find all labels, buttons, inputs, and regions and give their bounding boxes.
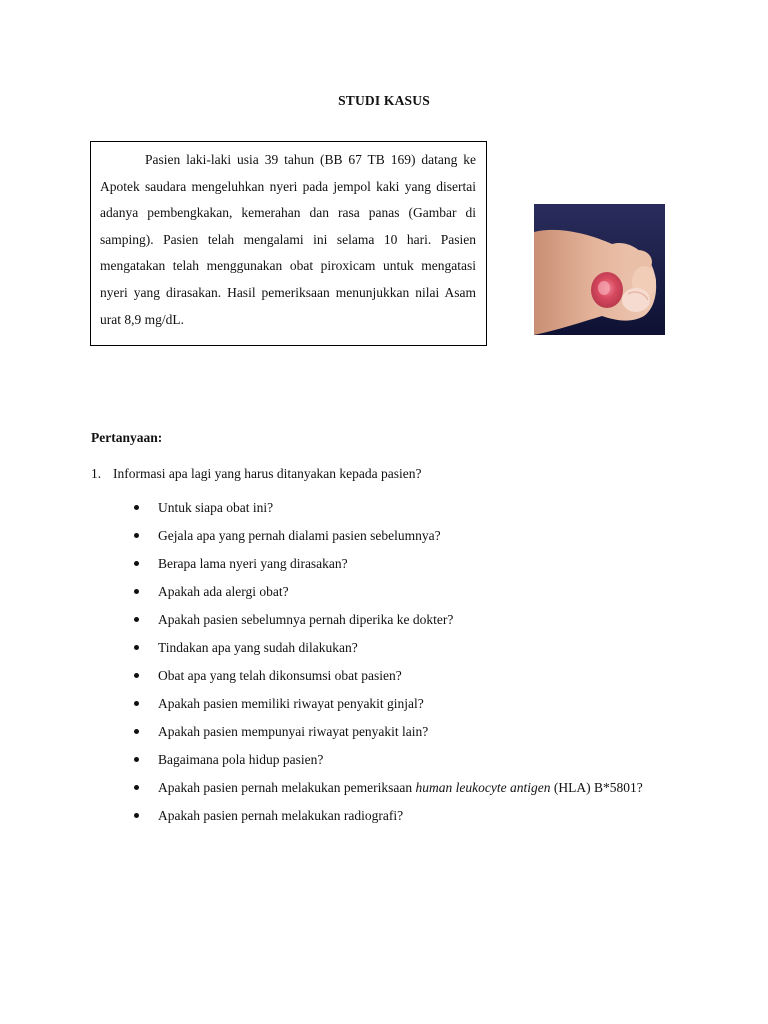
bullet-icon — [134, 785, 139, 790]
bullet-icon — [134, 561, 139, 566]
case-box — [90, 141, 487, 346]
page-title: STUDI KASUS — [338, 93, 430, 108]
case-description: Pasien laki-laki usia 39 tahun (BB 67 TB 169) datang ke Apotek saudara mengeluhkan nyeri pada jempol kaki yang disertai adanya pembengkakan, kemerahan dan rasa panas (Gambar di samping). Pasien telah mengalami ini selama 10 hari. Pasien mengatakan telah menggunakan obat piroxicam untuk mengatasi nyeri yang dirasakan. Hasil pemeriksaan menunjukkan nilai Asam urat 8,9 mg/dL. — [100, 152, 476, 327]
list-item — [134, 578, 678, 606]
bullet-icon — [134, 617, 139, 622]
list-item — [134, 718, 678, 746]
hla-text-before: Apakah pasien pernah melakukan pemeriksaan — [158, 780, 416, 795]
list-item — [134, 746, 678, 774]
list-item — [134, 606, 678, 634]
list-item-text: Apakah ada alergi obat? — [158, 584, 289, 599]
questions-heading: Pertanyaan: — [91, 430, 163, 445]
list-item — [134, 690, 678, 718]
list-item-text: Gejala apa yang pernah dialami pasien sebelumnya? — [158, 528, 441, 543]
list-item — [134, 634, 678, 662]
list-item-text: Untuk siapa obat ini? — [158, 500, 274, 515]
list-item — [134, 550, 678, 578]
question-1 — [91, 466, 422, 482]
bullet-icon — [134, 729, 139, 734]
list-item-text: Bagaimana pola hidup pasien? — [158, 752, 324, 767]
list-item-text: Obat apa yang telah dikonsumsi obat pasien? — [158, 668, 402, 683]
swollen-toe-photo — [534, 204, 665, 335]
list-item-text: Berapa lama nyeri yang dirasakan? — [158, 556, 348, 571]
list-item-text: Apakah pasien mempunyai riwayat penyakit lain? — [158, 724, 429, 739]
info-checklist — [134, 494, 678, 830]
list-item — [134, 662, 678, 690]
bullet-icon — [134, 701, 139, 706]
question-number: 1. — [91, 466, 102, 481]
bullet-icon — [134, 813, 139, 818]
hla-term: human leukocyte antigen — [415, 780, 551, 795]
list-item-text: Apakah pasien pernah melakukan radiografi? — [158, 808, 404, 823]
list-item — [134, 494, 678, 522]
list-item-text: Apakah pasien sebelumnya pernah diperika ke dokter? — [158, 612, 454, 627]
hla-text-after: (HLA) B*5801? — [550, 780, 643, 795]
question-text: Informasi apa lagi yang harus ditanyakan kepada pasien? — [113, 466, 422, 481]
bullet-icon — [134, 645, 139, 650]
bullet-icon — [134, 589, 139, 594]
bullet-icon — [134, 533, 139, 538]
list-item-hla — [134, 774, 678, 802]
bullet-icon — [134, 505, 139, 510]
list-item — [134, 522, 678, 550]
list-item — [134, 802, 678, 830]
bullet-icon — [134, 757, 139, 762]
list-item-text: Tindakan apa yang sudah dilakukan? — [158, 640, 358, 655]
list-item-text: Apakah pasien memiliki riwayat penyakit ginjal? — [158, 696, 424, 711]
bullet-icon — [134, 673, 139, 678]
